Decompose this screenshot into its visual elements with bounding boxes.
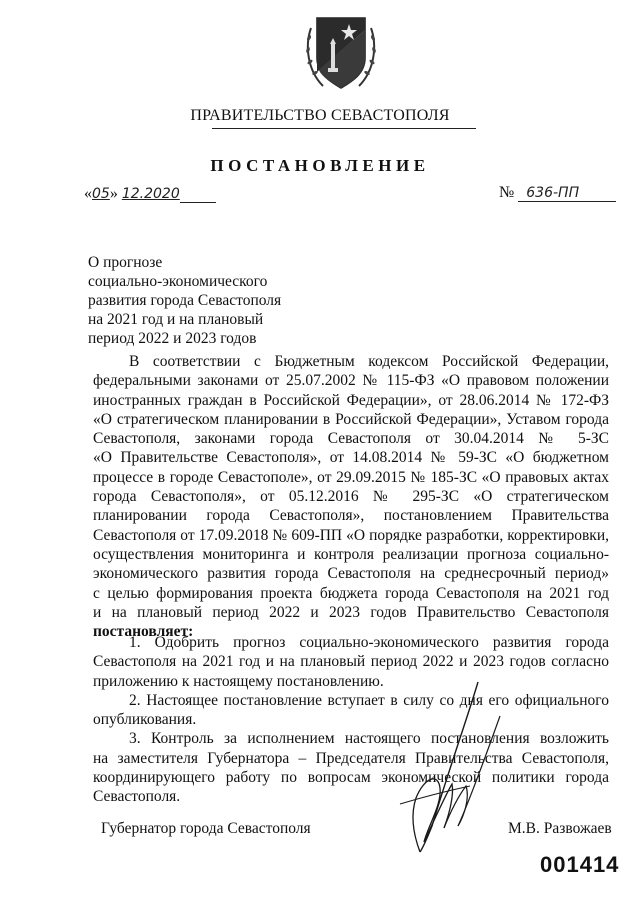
title-divider	[212, 128, 476, 129]
item-2-line: опубликования.	[93, 711, 197, 729]
resolves-word: постановляет:	[93, 623, 194, 641]
subject-line: на 2021 год и на плановый	[88, 311, 264, 328]
number-label: №	[499, 184, 515, 201]
item-3-line: Севастополя.	[93, 788, 181, 806]
item-2-line: 2. Настоящее постановление вступает в силу со дня его официального	[129, 691, 609, 709]
date-open-quote: «	[84, 185, 92, 202]
preamble-line: иностранных граждан в Российской Федерации», от 28.06.2014 № 172-ФЗ	[93, 391, 609, 409]
document-number	[499, 184, 616, 202]
preamble-line: с целью формирования проекта бюджета города Севастополя на 2021 год	[93, 584, 609, 602]
signatory-position: Губернатор города Севастополя	[101, 820, 311, 837]
preamble-line: осуществления мониторинга и контроля реализации прогноза социально-	[93, 545, 609, 563]
handwritten-signature	[380, 676, 520, 860]
item-3-line: на заместителя Губернатора – Председателя Правительства Севастополя,	[93, 749, 609, 767]
subject-line: О прогнозе	[88, 254, 163, 271]
preamble-line: экономического развития города Севастополя на среднесрочный период»	[93, 565, 609, 583]
preamble-line: В соответствии с Бюджетным кодексом Российской Федерации,	[129, 353, 609, 370]
organization-title: ПРАВИТЕЛЬСТВО СЕВАСТОПОЛЯ	[190, 107, 450, 124]
date-close-quote: »	[109, 185, 118, 202]
item-1-line: 1. Одобрить прогноз социально-экономического развития города	[129, 634, 609, 651]
preamble-line: планировании города Севастополя», постановлением Правительства	[93, 507, 609, 525]
preamble	[93, 352, 609, 641]
date-month-year: 12.2020	[121, 186, 180, 202]
subject-line: период 2022 и 2023 годов	[88, 330, 257, 347]
item-1-line: Севастополя на 2021 год и на плановый период 2022 и 2023 годов согласно	[93, 653, 609, 671]
resolution-items	[93, 633, 609, 807]
serial-number: 001414	[540, 852, 620, 877]
subject-line: развития города Севастополя	[88, 292, 282, 309]
item-1-line: приложению к настоящему постановлению.	[93, 672, 384, 690]
preamble-line: города Севастополя», от 05.12.2016 № 295-ЗС «О стратегическом	[93, 488, 609, 506]
preamble-line: «О стратегическом планировании в Российской Федерации», Уставом города	[93, 410, 609, 428]
document-type-heading: ПОСТАНОВЛЕНИЕ	[210, 156, 430, 175]
number-value: 636-ПП	[518, 185, 616, 202]
item-3-line: 3. Контроль за исполнением настоящего постановления возложить	[129, 730, 609, 748]
preamble-line: «О Правительстве Севастополя», от 14.08.2014 № 59-ЗС «О бюджетном	[93, 449, 609, 467]
document-subject	[88, 253, 328, 348]
sevastopol-coat-of-arms-icon	[303, 10, 379, 96]
item-3-line: координирующего работу по вопросам экономической политики города	[93, 769, 609, 787]
preamble-line: и на плановый период 2022 и 2023 годов Правительство Севастополя	[93, 603, 609, 621]
date-underline	[180, 188, 216, 203]
subject-line: социально-экономического	[88, 273, 268, 290]
preamble-line: федеральными законами от 25.07.2002 № 115-ФЗ «О правовом положении	[93, 372, 609, 390]
date-day: 05	[92, 186, 110, 202]
preamble-line: Севастополя от 17.09.2018 № 609-ПП «О порядке разработки, корректировки,	[93, 526, 609, 544]
signatory-name: М.В. Развожаев	[508, 820, 612, 837]
preamble-line: процессе в городе Севастополе», от 29.09.2015 № 185-ЗС «О правовых актах	[93, 468, 609, 486]
document-date	[84, 185, 216, 203]
preamble-line: Севастополя, законами города Севастополя от 30.04.2014 № 5-ЗС	[93, 430, 609, 448]
